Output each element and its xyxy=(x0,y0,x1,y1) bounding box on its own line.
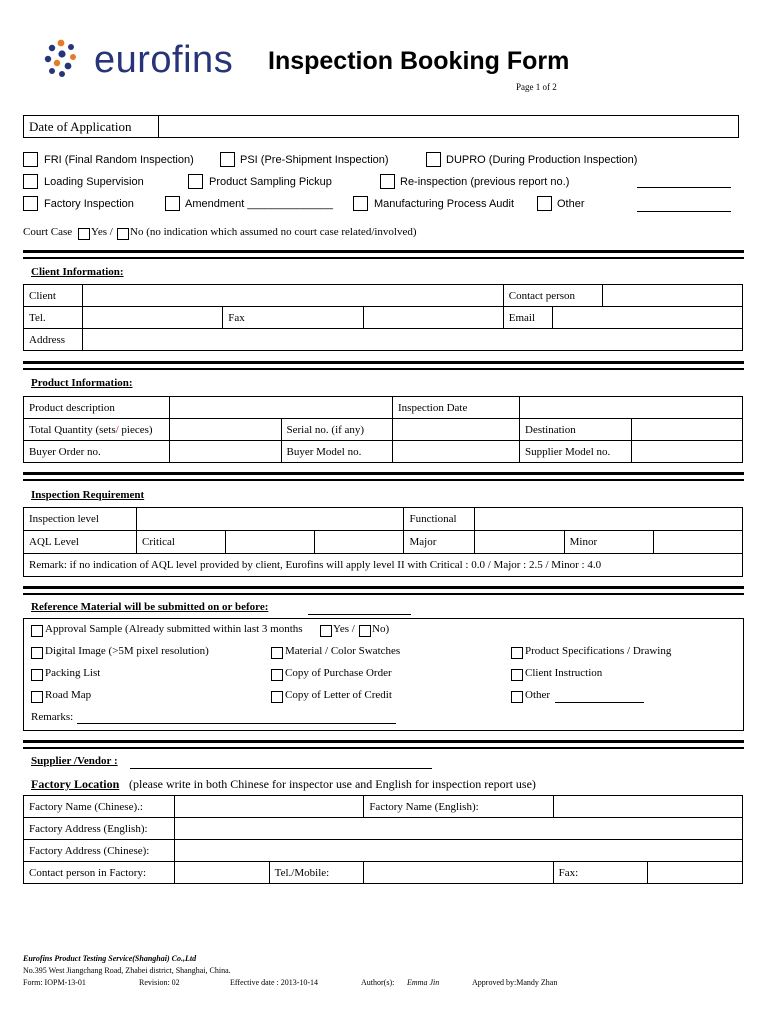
other-type-checkbox[interactable] xyxy=(537,196,552,211)
date-of-application-table xyxy=(23,115,739,138)
destination-label: Destination xyxy=(520,419,632,441)
factory-location-heading: Factory Location xyxy=(31,777,120,791)
factory-name-en-field[interactable] xyxy=(553,796,742,818)
serial-no-label: Serial no. (if any) xyxy=(281,419,393,441)
email-field[interactable] xyxy=(553,307,743,329)
buyer-order-label: Buyer Order no. xyxy=(24,441,170,463)
tel-field[interactable] xyxy=(83,307,223,329)
factory-name-cn-field[interactable] xyxy=(175,796,364,818)
factory-contact-field[interactable] xyxy=(175,862,270,884)
factory-inspection-label: Factory Inspection xyxy=(44,198,134,210)
minor-field[interactable] xyxy=(653,531,742,554)
factory-contact-label: Contact person in Factory: xyxy=(24,862,175,884)
reinspection-label: Re-inspection (previous report no.) xyxy=(400,176,570,188)
footer-author: Emma Jin xyxy=(407,978,440,987)
court-case-label: Court Case xyxy=(23,226,73,238)
section-divider-thick xyxy=(23,472,744,475)
client-field[interactable] xyxy=(83,285,504,307)
supplier-model-label: Supplier Model no. xyxy=(520,441,632,463)
client-info-table xyxy=(23,284,743,351)
total-quantity-field[interactable] xyxy=(170,419,282,441)
footer-revision: Revision: 02 xyxy=(139,978,180,987)
purchase-order-label: Copy of Purchase Order xyxy=(285,667,392,679)
footer-effective-date: Effective date : 2013-10-14 xyxy=(230,978,319,987)
reinspection-report-field[interactable] xyxy=(637,176,731,188)
loading-supervision-checkbox[interactable] xyxy=(23,174,38,189)
inspection-requirement-heading: Inspection Requirement xyxy=(31,489,145,501)
total-quantity-label xyxy=(24,419,170,441)
critical-label: Critical xyxy=(137,531,226,554)
total-quantity-slash: / xyxy=(115,423,119,436)
swatches-checkbox[interactable] xyxy=(271,647,283,659)
supplier-field[interactable] xyxy=(130,755,432,769)
client-label: Client xyxy=(24,285,83,307)
section-divider-thick xyxy=(23,361,744,364)
other-reference-label: Other xyxy=(525,689,551,701)
footer-approved-by: Approved by:Mandy Zhan xyxy=(472,978,558,987)
minor-label: Minor xyxy=(564,531,653,554)
other-reference-field[interactable] xyxy=(555,689,644,703)
product-sampling-label: Product Sampling Pickup xyxy=(209,176,332,188)
buyer-model-label: Buyer Model no. xyxy=(281,441,393,463)
inspection-date-field[interactable] xyxy=(520,397,743,419)
other-type-label: Other xyxy=(557,198,585,210)
packing-list-label: Packing List xyxy=(45,667,101,679)
major-field[interactable] xyxy=(475,531,564,554)
factory-location-table xyxy=(23,795,743,884)
address-field[interactable] xyxy=(83,329,743,351)
factory-name-en-label: Factory Name (English): xyxy=(364,796,553,818)
serial-no-field[interactable] xyxy=(393,419,520,441)
manufacturing-audit-label: Manufacturing Process Audit xyxy=(374,198,515,210)
client-instruction-checkbox[interactable] xyxy=(511,669,523,681)
fax-label: Fax xyxy=(223,307,363,329)
factory-address-cn-field[interactable] xyxy=(175,840,743,862)
major-label: Major xyxy=(404,531,475,554)
product-info-heading: Product Information: xyxy=(31,377,133,389)
approval-no-label: No) xyxy=(372,623,390,635)
fax-field[interactable] xyxy=(363,307,503,329)
total-quantity-text-end: pieces) xyxy=(118,423,153,436)
dupro-checkbox[interactable] xyxy=(426,152,441,167)
factory-fax-field[interactable] xyxy=(648,862,743,884)
section-divider-thin xyxy=(23,747,744,749)
road-map-label: Road Map xyxy=(45,689,92,701)
approval-yes-checkbox[interactable] xyxy=(320,625,332,637)
packing-list-checkbox[interactable] xyxy=(31,669,43,681)
factory-inspection-checkbox[interactable] xyxy=(23,196,38,211)
supplier-model-field[interactable] xyxy=(631,441,743,463)
section-divider-thick xyxy=(23,250,744,253)
client-instruction-label: Client Instruction xyxy=(525,667,603,679)
letter-of-credit-checkbox[interactable] xyxy=(271,691,283,703)
product-description-field[interactable] xyxy=(170,397,393,419)
inspection-date-label: Inspection Date xyxy=(393,397,520,419)
functional-field[interactable] xyxy=(475,508,743,531)
remarks-field[interactable] xyxy=(77,711,396,724)
address-label: Address xyxy=(24,329,83,351)
psi-checkbox[interactable] xyxy=(220,152,235,167)
amendment-label: Amendment ______________ xyxy=(185,198,334,210)
inspection-requirement-table xyxy=(23,507,743,577)
factory-tel-field[interactable] xyxy=(364,862,553,884)
date-of-application-label: Date of Application xyxy=(24,116,159,138)
inspection-level-field[interactable] xyxy=(137,508,404,531)
product-sampling-checkbox[interactable] xyxy=(188,174,203,189)
approval-sample-label: Approval Sample (Already submitted within last 3 months xyxy=(45,623,303,635)
approval-sample-checkbox[interactable] xyxy=(31,625,43,637)
digital-image-checkbox[interactable] xyxy=(31,647,43,659)
remarks-label: Remarks: xyxy=(31,711,74,723)
section-divider-thin xyxy=(23,368,744,370)
factory-name-cn-label: Factory Name (Chinese).: xyxy=(24,796,175,818)
critical-field-extra[interactable] xyxy=(315,531,404,554)
buyer-model-field[interactable] xyxy=(393,441,520,463)
approval-no-checkbox[interactable] xyxy=(359,625,371,637)
page-title: Inspection Booking Form xyxy=(268,47,570,75)
footer-author-label: Author(s): xyxy=(361,978,395,987)
buyer-order-field[interactable] xyxy=(170,441,282,463)
specifications-label: Product Specifications / Drawing xyxy=(525,645,672,657)
critical-field[interactable] xyxy=(226,531,315,554)
other-type-field[interactable] xyxy=(637,198,731,212)
specifications-checkbox[interactable] xyxy=(511,647,523,659)
inspection-level-label: Inspection level xyxy=(24,508,137,531)
reinspection-checkbox[interactable] xyxy=(380,174,395,189)
factory-fax-label: Fax: xyxy=(553,862,648,884)
other-reference-checkbox[interactable] xyxy=(511,691,523,703)
destination-field[interactable] xyxy=(631,419,743,441)
tel-label: Tel. xyxy=(24,307,83,329)
court-case-no-checkbox[interactable] xyxy=(117,228,129,240)
total-quantity-text: Total Quantity (sets xyxy=(29,423,116,436)
section-divider-thin xyxy=(23,479,744,481)
aql-level-label: AQL Level xyxy=(24,531,137,554)
contact-person-field[interactable] xyxy=(602,285,742,307)
brand-name: eurofins xyxy=(94,39,234,81)
court-case-yes-label: Yes / xyxy=(91,226,113,238)
section-divider-thin xyxy=(23,593,744,595)
road-map-checkbox[interactable] xyxy=(31,691,43,703)
approval-yes-label: Yes / xyxy=(333,623,355,635)
section-divider-thick xyxy=(23,586,744,589)
email-label: Email xyxy=(503,307,553,329)
factory-address-en-field[interactable] xyxy=(175,818,743,840)
purchase-order-checkbox[interactable] xyxy=(271,669,283,681)
eurofins-logo-mark-icon xyxy=(42,38,86,82)
contact-person-label: Contact person xyxy=(503,285,602,307)
eurofins-logo xyxy=(42,38,252,82)
factory-location-note: (please write in both Chinese for inspector use and English for inspection report use) xyxy=(129,777,536,791)
page-number: Page 1 of 2 xyxy=(516,82,557,92)
reference-date-field[interactable] xyxy=(308,601,411,615)
amendment-checkbox[interactable] xyxy=(165,196,180,211)
loading-supervision-label: Loading Supervision xyxy=(44,176,144,188)
dupro-label: DUPRO (During Production Inspection) xyxy=(446,154,638,166)
fri-checkbox[interactable] xyxy=(23,152,38,167)
functional-label: Functional xyxy=(404,508,475,531)
product-info-table xyxy=(23,396,743,463)
footer-address: No.395 West Jiangchang Road, Zhabei district, Shanghai, China. xyxy=(23,966,231,975)
date-of-application-field[interactable] xyxy=(159,116,739,138)
factory-tel-label: Tel./Mobile: xyxy=(269,862,364,884)
psi-label: PSI (Pre-Shipment Inspection) xyxy=(240,154,389,166)
section-divider-thin xyxy=(23,257,744,259)
aql-remark: Remark: if no indication of AQL level provided by client, Eurofins will apply level II with Critical : 0.0 / Major : 2.5 / Minor : 4.0 xyxy=(24,554,743,577)
reference-material-heading: Reference Material will be submitted on or before: xyxy=(31,601,269,613)
footer-company: Eurofins Product Testing Service(Shanghai) Co.,Ltd xyxy=(23,954,197,963)
supplier-heading: Supplier /Vendor : xyxy=(31,755,118,767)
section-divider-thick xyxy=(23,740,744,743)
client-info-heading: Client Information: xyxy=(31,266,124,278)
swatches-label: Material / Color Swatches xyxy=(285,645,401,657)
manufacturing-audit-checkbox[interactable] xyxy=(353,196,368,211)
product-description-label: Product description xyxy=(24,397,170,419)
factory-address-cn-label: Factory Address (Chinese): xyxy=(24,840,175,862)
fri-label: FRI (Final Random Inspection) xyxy=(44,154,194,166)
factory-address-en-label: Factory Address (English): xyxy=(24,818,175,840)
court-case-no-label: No (no indication which assumed no court case related/involved) xyxy=(130,226,417,238)
court-case-yes-checkbox[interactable] xyxy=(78,228,90,240)
footer-form: Form: IOPM-13-01 xyxy=(23,978,86,987)
digital-image-label: Digital Image (>5M pixel resolution) xyxy=(45,645,209,657)
letter-of-credit-label: Copy of Letter of Credit xyxy=(285,689,392,701)
